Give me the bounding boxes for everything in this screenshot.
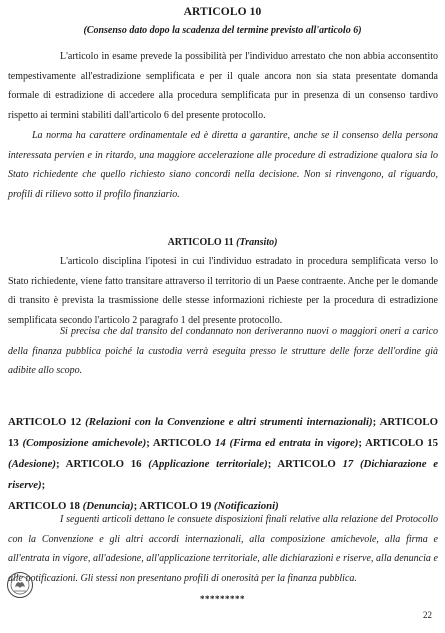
end-stars: ********* xyxy=(200,594,245,604)
article-12-label: ARTICOLO 12 xyxy=(8,416,86,428)
article-11-title-italic: (Transito) xyxy=(236,237,278,248)
article-14-label: ; ARTICOLO xyxy=(146,437,216,449)
article-17-number: 17 xyxy=(342,458,360,470)
article-15-label: ; ARTICOLO 15 xyxy=(358,437,439,449)
article-18-title: (Denuncia) xyxy=(82,500,134,512)
page-number: 22 xyxy=(423,610,432,620)
article-19-label: ; ARTICOLO 19 xyxy=(133,500,214,512)
article-16-label: ; ARTICOLO 16 xyxy=(55,458,149,470)
article-19-title: (Notificazioni) xyxy=(213,500,279,512)
article-11-paragraph-2: Si precisa che dal transito del condannato non deriveranno nuovi o maggiori oneri a carico della finanza pubblica poiché la custodia verrà eseguita presso le strutture delle forze dell'ordine già adibite allo scopo. xyxy=(8,326,438,376)
article-11-title xyxy=(0,237,445,248)
article-17-title: (Dichiarazione e riserve) xyxy=(8,458,439,491)
list-separator: ; xyxy=(41,479,46,491)
article-14-title: (Firma ed entrata in vigore) xyxy=(229,437,359,449)
articles-12-19-heading xyxy=(8,412,438,517)
article-15-title: (Adesione) xyxy=(8,458,56,470)
article-10-paragraph-2: La norma ha carattere ordinamentale ed è diretta a garantire, anche se il consenso della persona interessata pervien e in ritardo, una maggiore accelerazione alle procedure di estradizione qualora sia lo Stato richiedente che quello richiesto siano concordi nella decisione. Non si rinvengono, al riguardo, profili di rilievo sotto il profilo finanziario. xyxy=(8,130,438,200)
article-16-title: (Applicazione territoriale) xyxy=(148,458,268,470)
article-18-label: ARTICOLO 18 xyxy=(8,500,83,512)
article-14-number: 14 xyxy=(215,437,230,449)
article-13-title: (Composizione amichevole) xyxy=(22,437,147,449)
article-10-paragraph-1: L'articolo in esame prevede la possibilità per l'individuo arrestato che non abbia acconsentito tempestivamente all'estradizione semplificata e per il quale ancora non sia stata presentate domanda formale di estradizione di accedere alla procedura semplificata pur in presenza di un consenso tardivo rispetto ai termini stabiliti dall'articolo 6 del presente protocollo. xyxy=(8,51,438,121)
closing-paragraph: I seguenti articoli dettano le consuete disposizioni finali relative alla relazione del Protocollo con la Convenzione e gli altri accordi internazionali, alla composizione amichevole, alla firma e all'entrata in vigore, all'adesione, all'applicazione territoriale, alle dichiarazioni e riserve, alla denuncia e alle notificazioni. Gli stessi non presentano profili di onerosità per la finanza pubblica. xyxy=(8,514,438,584)
article-11-paragraph-1: L'articolo disciplina l'ipotesi in cui l'individuo estradato in procedura semplificata verso lo Stato richiedente, viene fatto transitare attraverso il territorio di un Paese contraente. Anche per le domande di transito è prevista la trasmissione delle stesse informazioni richieste per la procedura di estradizione semplificata secondo l'articolo 2 paragrafo 1 del presente protocollo. xyxy=(8,256,438,326)
article-11-title-text: ARTICOLO 11 xyxy=(167,237,237,248)
article-17-label: ; ARTICOLO xyxy=(267,458,343,470)
article-12-title: (Relazioni con la Convenzione e altri strumenti internazionali) xyxy=(85,416,373,428)
article-10-title: ARTICOLO 10 xyxy=(183,6,262,18)
article-10-subtitle: (Consenso dato dopo la scadenza del termine previsto all'articolo 6) xyxy=(83,25,362,36)
article-13-label: ; ARTICOLO 13 xyxy=(8,416,438,449)
